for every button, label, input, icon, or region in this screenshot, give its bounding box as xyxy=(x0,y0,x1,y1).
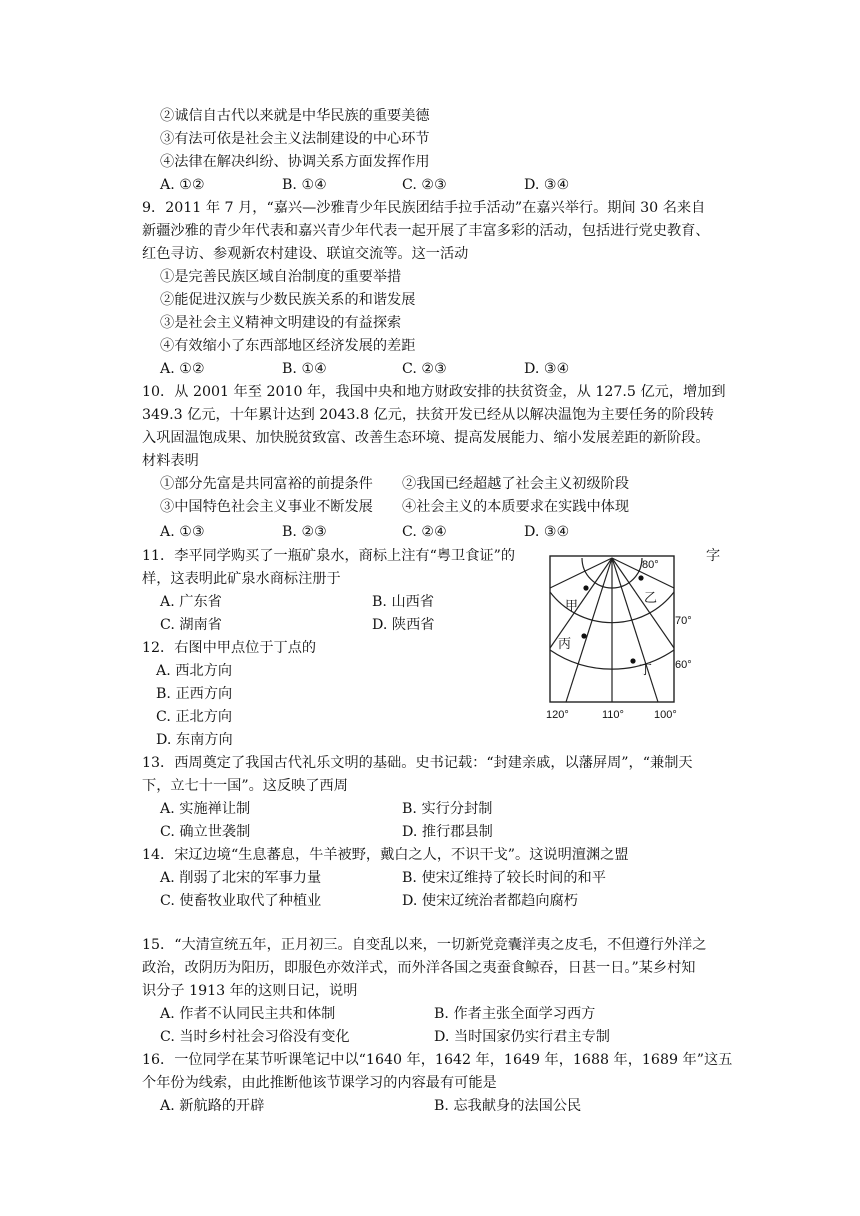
lat-label-60: 60° xyxy=(675,659,692,671)
point-yi xyxy=(638,575,643,580)
q13-option-a: A. 实施禅让制 xyxy=(160,801,251,817)
q9-stem-line-2: 新疆沙雅的青少年代表和嘉兴青少年代表一起开展了丰富多彩的活动，包括进行党史教育、 xyxy=(142,223,710,239)
q8-option-d: D. ③④ xyxy=(524,177,570,193)
q9-stem-line-1: 9．2011 年 7 月，“嘉兴—沙雅青少年民族团结手拉手活动”在嘉兴举行。期间 30 名来自 xyxy=(142,200,706,216)
q10-statement-4: ④社会主义的本质要求在实践中体现 xyxy=(402,499,630,515)
q8-statement-4: ④法律在解决纠纷、协调关系方面发挥作用 xyxy=(160,154,430,170)
q9-statement-2: ②能促进汉族与少数民族关系的和谐发展 xyxy=(160,292,416,308)
q9-option-d: D. ③④ xyxy=(524,361,570,377)
q13-stem-line-2: 下，立七十一国”。这反映了西周 xyxy=(142,778,348,794)
q16-option-a: A. 新航路的开辟 xyxy=(160,1098,265,1114)
q12-stem: 12．右图中甲点位于丁点的 xyxy=(142,640,317,656)
q15-option-a: A. 作者不认同民主共和体制 xyxy=(160,1006,336,1022)
q8-option-c: C. ②③ xyxy=(402,177,447,193)
q11-option-a: A. 广东省 xyxy=(160,594,222,610)
q12-option-c: C. 正北方向 xyxy=(156,709,233,725)
q10-option-d: D. ③④ xyxy=(524,524,570,540)
q15-option-d: D. 当时国家仍实行君主专制 xyxy=(434,1029,610,1045)
q10-stem-line-4: 材料表明 xyxy=(142,453,199,469)
q9-options xyxy=(160,359,760,379)
q10-statement-1: ①部分先富是共同富裕的前提条件 xyxy=(160,476,373,492)
q15-stem-line-1: 15．“大清宣统五年，正月初三。自变乱以来，一切新党竞囊洋夷之皮毛，不但遵行外洋之 xyxy=(142,937,707,953)
q14-option-a: A. 削弱了北宋的军事力量 xyxy=(160,870,322,886)
label-bing: 丙 xyxy=(558,636,572,651)
lon-label-120: 120° xyxy=(546,709,569,721)
q11-option-d: D. 陕西省 xyxy=(372,617,435,633)
q13-option-d: D. 推行郡县制 xyxy=(402,824,493,840)
point-bing xyxy=(581,633,586,638)
q12-option-a: A. 西北方向 xyxy=(156,663,233,679)
q8-statement-2: ②诚信自古代以来就是中华民族的重要美德 xyxy=(160,108,430,124)
q15-option-c: C. 当时乡村社会习俗没有变化 xyxy=(160,1029,350,1045)
meridian-100 xyxy=(612,558,658,702)
lat-label-70: 70° xyxy=(675,615,692,627)
q12-option-b: B. 正西方向 xyxy=(156,686,233,702)
q14-stem: 14．宋辽边境“生息蕃息，牛羊被野，戴白之人，不识干戈”。这说明澶渊之盟 xyxy=(142,847,629,863)
q16-option-b: B. 忘我献身的法国公民 xyxy=(434,1098,582,1114)
q8-options xyxy=(160,175,760,195)
q9-option-b: B. ①④ xyxy=(282,361,327,377)
q10-stem-line-2: 349.3 亿元，十年累计达到 2043.8 亿元，扶贫开发已经从以解决温饱为主要任务的阶段转 xyxy=(142,407,714,423)
q10-options xyxy=(160,522,760,542)
q8-option-a: A. ①② xyxy=(160,177,205,193)
q14-option-b: B. 使宋辽维持了较长时间的和平 xyxy=(402,870,606,886)
q15-option-b: B. 作者主张全面学习西方 xyxy=(434,1006,596,1022)
q16-stem-line-2: 个年份为线索，由此推断他该节课学习的内容最有可能是 xyxy=(142,1075,497,1091)
lon-label-100: 100° xyxy=(654,709,677,721)
lat-lon-map-figure xyxy=(542,548,712,724)
q9-statement-4: ④有效缩小了东西部地区经济发展的差距 xyxy=(160,338,416,354)
q16-stem-line-1: 16．一位同学在某节听课笔记中以“1640 年，1642 年，1649 年，1688 年，1689 年”这五 xyxy=(142,1052,733,1068)
q13-option-b: B. 实行分封制 xyxy=(402,801,493,817)
q8-statement-3: ③有法可依是社会主义法制建设的中心环节 xyxy=(160,131,430,147)
q13-option-c: C. 确立世袭制 xyxy=(160,824,251,840)
q9-stem-line-3: 红色寻访、参观新农村建设、联谊交流等。这一活动 xyxy=(142,246,469,262)
q11-stem-line-2: 样，这表明此矿泉水商标注册于 xyxy=(142,571,341,587)
q10-stem-line-1: 10．从 2001 年至 2010 年，我国中央和地方财政安排的扶贫资金，从 127.5 亿元，增加到 xyxy=(142,384,726,400)
q11-option-b: B. 山西省 xyxy=(372,594,435,610)
q15-stem-line-3: 识分子 1913 年的这则日记，说明 xyxy=(142,983,358,999)
label-yi: 乙 xyxy=(644,590,658,605)
point-jia xyxy=(583,585,588,590)
q10-option-a: A. ①③ xyxy=(160,524,205,540)
q10-statement-3: ③中国特色社会主义事业不断发展 xyxy=(160,499,373,515)
q9-statement-1: ①是完善民族区域自治制度的重要举措 xyxy=(160,269,402,285)
q15-stem-line-2: 政治，改阴历为阳历，即服色亦效洋式，而外洋各国之夷蚕食鲸吞，日甚一日。”某乡村知 xyxy=(142,960,696,976)
q8-option-b: B. ①④ xyxy=(282,177,327,193)
q13-stem-line-1: 13．西周奠定了我国古代礼乐文明的基础。史书记载：“封建亲戚，以藩屏周”，“兼制天 xyxy=(142,755,693,771)
q11-stem-line-1-end: 字 xyxy=(706,548,721,564)
q10-option-c: C. ②④ xyxy=(402,524,447,540)
lat-label-80: 80° xyxy=(642,559,659,571)
q14-option-c: C. 使畜牧业取代了种植业 xyxy=(160,893,322,909)
q10-option-b: B. ②③ xyxy=(282,524,327,540)
q9-option-a: A. ①② xyxy=(160,361,205,377)
q12-option-d: D. 东南方向 xyxy=(156,732,233,748)
q14-option-d: D. 使宋辽统治者都趋向腐朽 xyxy=(402,893,578,909)
q9-option-c: C. ②③ xyxy=(402,361,447,377)
meridian-140 xyxy=(550,558,612,588)
meridian-120 xyxy=(566,558,612,702)
q10-statement-2: ②我国已经超越了社会主义初级阶段 xyxy=(402,476,630,492)
q11-option-c: C. 湖南省 xyxy=(160,617,222,633)
label-ding: 丁 xyxy=(639,662,653,677)
q10-stem-line-3: 入巩固温饱成果、加快脱贫致富、改善生态环境、提高发展能力、缩小发展差距的新阶段。 xyxy=(142,430,710,446)
point-ding xyxy=(630,658,635,663)
q11-stem-line-1: 11．李平同学购买了一瓶矿泉水，商标上注有“粤卫食证”的 xyxy=(142,548,516,564)
label-jia: 甲 xyxy=(565,598,579,613)
lon-label-110: 110° xyxy=(602,709,624,721)
q9-statement-3: ③是社会主义精神文明建设的有益探索 xyxy=(160,315,402,331)
